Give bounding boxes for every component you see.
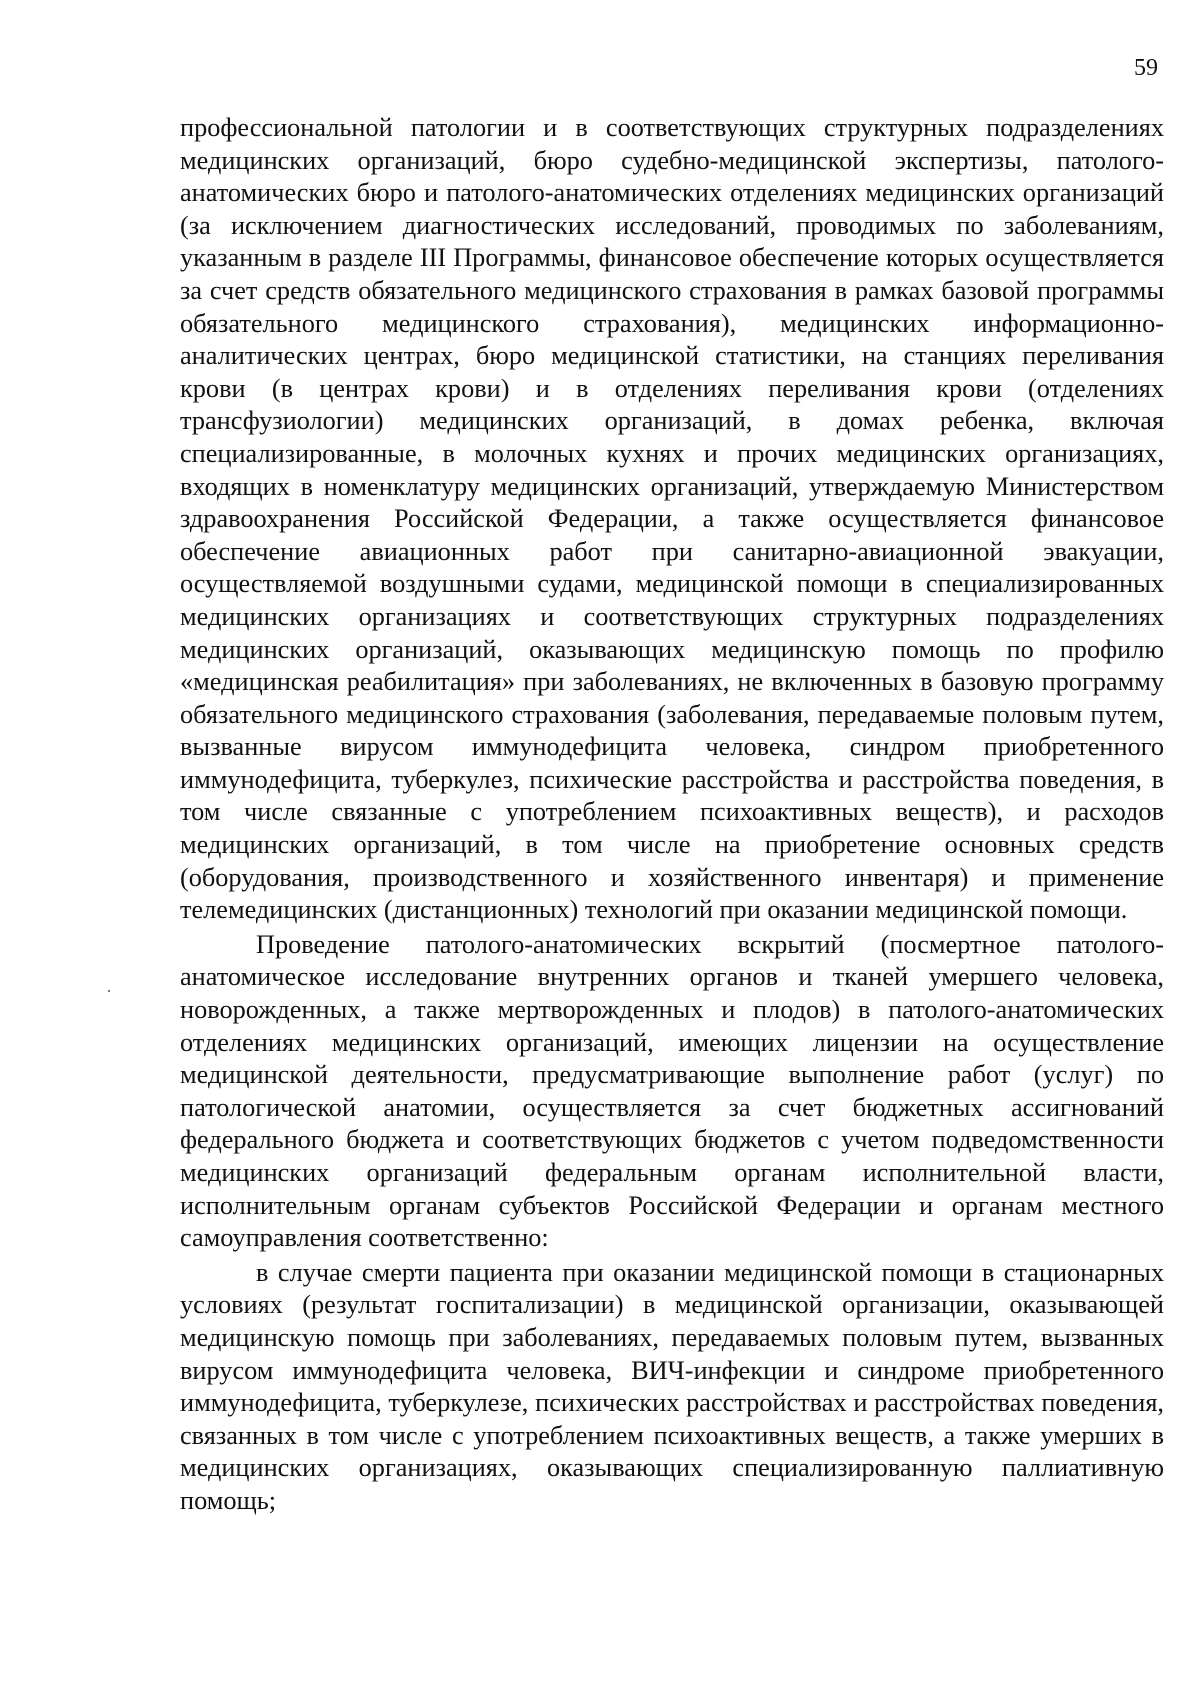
paragraph-death-case: в случае смерти пациента при оказании медицинской помощи в стационарных условиях (результат госпитализации) в медицинской организации, оказывающей медицинскую помощь при заболеваниях, передаваемых половым путем, вызванных вирусом иммунодефицита человека, ВИЧ-инфекции и синдроме приобретенного иммунодефицита, туберкулезе, психических расстройствах и расстройствах поведения, связанных в том числе с употреблением психоактивных веществ, а также умерших в медицинских организациях, оказывающих специализированную паллиативную помощь; [180,1257,1164,1515]
paragraph-autopsy: Проведение патолого-анатомических вскрытий (посмертное патолого-анатомическое исследование внутренних органов и тканей умершего человека, новорожденных, а также мертворожденных и плодов) в патолого-анатомических отделениях медицинских организаций, имеющих лицензии на осуществление медицинской деятельности, предусматривающие выполнение работ (услуг) по патологической анатомии, осуществляется за счет бюджетных ассигнований федерального бюджета и соответствующих бюджетов с учетом подведомственности медицинских организаций федеральным органам исполнительной власти, исполнительным органам субъектов Российской Федерации и органам местного самоуправления соответственно: [180,929,1164,1253]
page-number: 59 [1134,55,1158,81]
scan-speck [108,990,110,992]
paragraph-continuation: профессиональной патологии и в соответствующих структурных подразделениях медицинских организаций, бюро судебно-медицинской экспертизы, патолого-анатомических бюро и патолого-анатомических отделениях медицинских организаций (за исключением диагностических исследований, проводимых по заболеваниям, указанным в разделе III Программы, финансовое обеспечение которых осуществляется за счет средств обязательного медицинского страхования в рамках базовой программы обязательного медицинского страхования), медицинских информационно-аналитических центрах, бюро медицинской статистики, на станциях переливания крови (в центрах крови) и в отделениях переливания крови (отделениях трансфузиологии) медицинских организаций, в домах ребенка, включая специализированные, в молочных кухнях и прочих медицинских организациях, входящих в номенклатуру медицинских организаций, утверждаемую Министерством здравоохранения Российской Федерации, а также осуществляется финансовое обеспечение авиационных работ при санитарно-авиационной эвакуации, осуществляемой воздушными судами, медицинской помощи в специализированных медицинских организациях и соответствующих структурных подразделениях медицинских организаций, оказывающих медицинскую помощь по профилю «медицинская реабилитация» при заболеваниях, не включенных в базовую программу обязательного медицинского страхования (заболевания, передаваемые половым путем, вызванные вирусом иммунодефицита человека, синдром приобретенного иммунодефицита, туберкулез, психические расстройства и расстройства поведения, в том числе связанные с употреблением психоактивных веществ), и расходов медицинских организаций, в том числе на приобретение основных средств (оборудования, производственного и хозяйственного инвентаря) и применение телемедицинских (дистанционных) технологий при оказании медицинской помощи. [180,113,1164,925]
body-text [180,112,1164,1518]
